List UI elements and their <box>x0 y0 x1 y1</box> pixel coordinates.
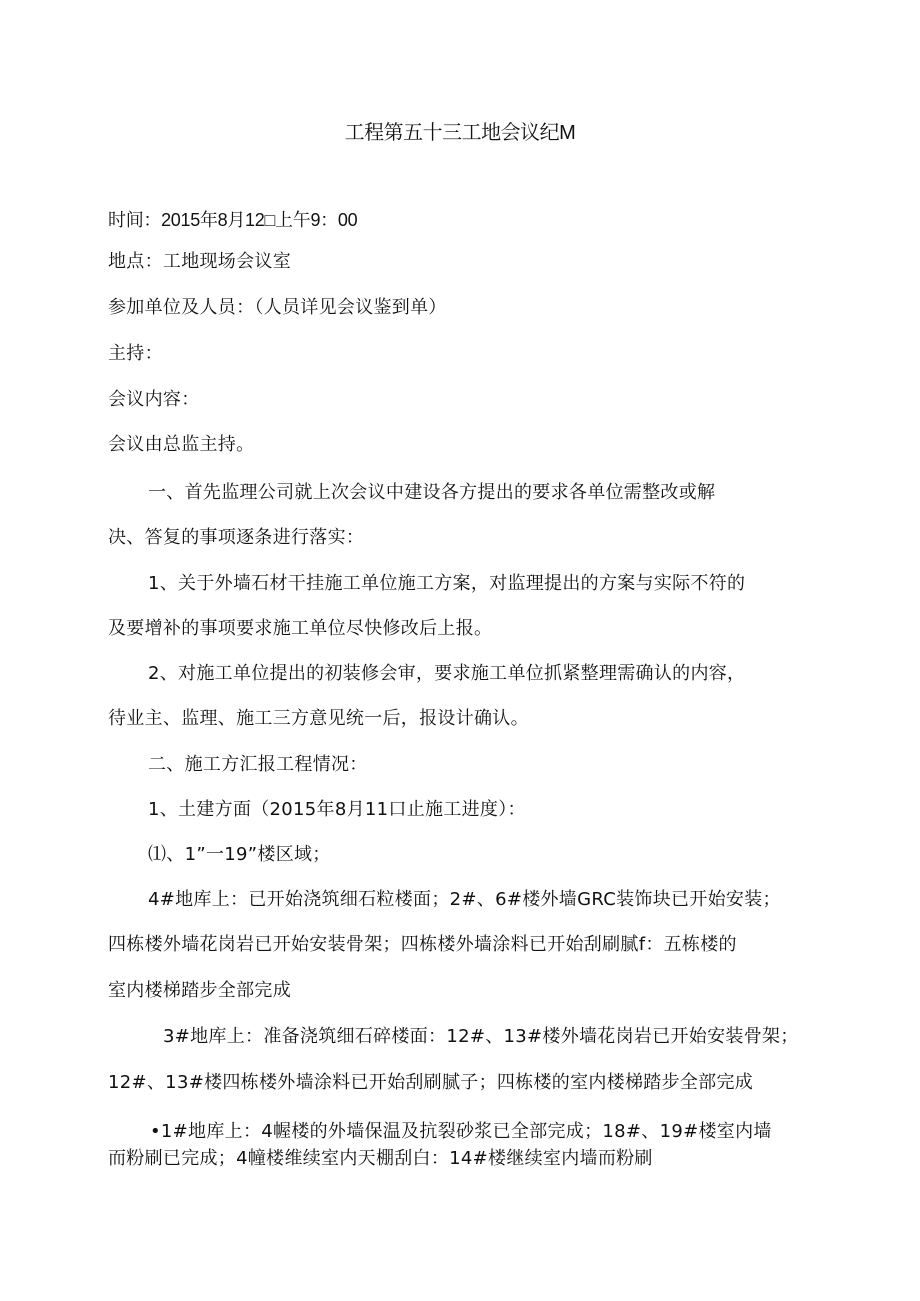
paragraph-line: 会议由总监主持。 <box>108 434 255 455</box>
paragraph-line: 12#、13#楼四栋楼外墙涂料已开始刮刷腻子；四栋楼的室内楼梯踏步全部完成 <box>108 1072 754 1093</box>
meeting-place: 地点：工地现场会议室 <box>108 251 291 272</box>
paragraph-line: ⑴、1”一19”楼区域； <box>148 844 331 865</box>
paragraph-line: 1、土建方面（2015年8月11口止施工进度）： <box>148 799 526 820</box>
meeting-content-label: 会议内容： <box>108 389 200 410</box>
paragraph-line: •1#地库上：4幄楼的外墙保温及抗裂砂浆已全部完成；18#、19#楼室内墙 <box>150 1121 772 1142</box>
paragraph-line: 四栋楼外墙花岗岩已开始安装骨架；四栋楼外墙涂料已开始刮刷腻f：五栋楼的 <box>108 934 737 955</box>
meeting-host: 主持： <box>108 343 163 364</box>
paragraph-line: 一、首先监理公司就上次会议中建设各方提出的要求各单位需整改或解 <box>148 482 716 503</box>
meeting-attendees: 参加单位及人员：（人员详见会议鉴到单） <box>108 297 447 318</box>
paragraph-line: 待业主、监理、施工三方意见统一后，报设计确认。 <box>108 708 529 729</box>
paragraph-line: 4#地库上：已开始浇筑细石粒楼面；2#、6#楼外墙GRC装饰块已开始安装； <box>148 889 781 910</box>
paragraph-line: 2、对施工单位提出的初装修会审，要求施工单位抓紧整理需确认的内容， <box>148 663 746 684</box>
meeting-time: 时间：2015年8月12□上午9：00 <box>108 210 358 230</box>
paragraph-line: 及要增补的事项要求施工单位尽快修改后上报。 <box>108 618 493 639</box>
paragraph-line: 二、施工方汇报工程情况： <box>148 754 368 775</box>
paragraph-line: 室内楼梯踏步全部完成 <box>108 980 291 1001</box>
paragraph-line: 1、关于外墙石材干挂施工单位施工方案，对监理提出的方案与实际不符的 <box>148 573 746 594</box>
paragraph-line: 3#地库上：准备浇筑细石碎楼面：12#、13#楼外墙花岗岩已开始安装骨架； <box>163 1026 799 1047</box>
paragraph-line: 决、答复的事项逐条进行落实： <box>108 527 365 548</box>
page-title: 工程第五十三工地会议纪M <box>344 122 576 144</box>
paragraph-line: 而粉刷已完成；4幢楼维续室内天棚刮白：14#楼继续室内墙而粉刷 <box>108 1148 653 1169</box>
